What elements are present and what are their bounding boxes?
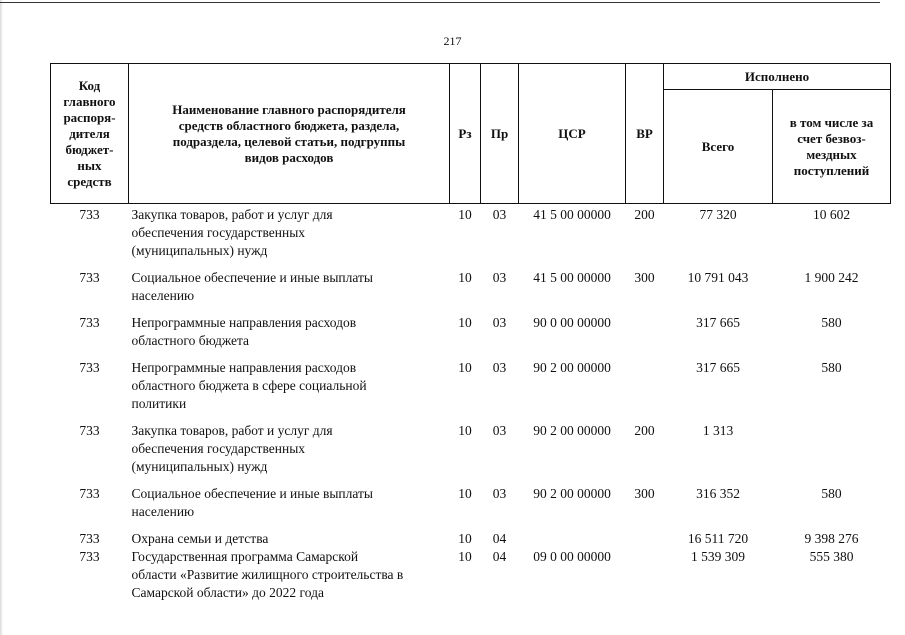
cell-free-receipts: 10 602 — [812, 207, 851, 222]
table-row — [51, 530, 891, 548]
table-row — [51, 269, 891, 314]
cell-csr: 41 5 00 00000 — [533, 207, 611, 222]
cell-total: 16 511 720 — [687, 531, 749, 546]
cell-csr: 90 2 00 00000 — [533, 486, 611, 501]
budget-execution-table — [50, 63, 891, 611]
cell-total: 316 352 — [696, 486, 740, 501]
cell-rz: 10 — [458, 360, 472, 375]
cell-total: 1 313 — [702, 423, 734, 438]
table-row — [51, 204, 891, 270]
cell-code: 733 — [79, 531, 100, 546]
scan-edge-shadow — [0, 0, 3, 635]
cell-name: Государственная программа Самарской области «Развитие жилищного строительства в Самарской области» до 2022 года — [131, 549, 404, 600]
cell-csr: 90 0 00 00000 — [533, 315, 611, 330]
cell-name: Социальное обеспечение и иные выплаты населению — [131, 270, 373, 303]
cell-code: 733 — [79, 207, 100, 222]
header-pr: Пр — [481, 64, 519, 204]
cell-code: 733 — [79, 486, 100, 501]
cell-pr: 04 — [492, 531, 507, 546]
cell-pr: 03 — [492, 360, 507, 375]
cell-name: Непрограммные направления расходов областного бюджета — [131, 315, 357, 348]
cell-pr: 03 — [492, 423, 507, 438]
header-name: Наименование главного распорядителя средств областного бюджета, раздела, подраздела, целевой статьи, подгруппы видов расходов — [129, 64, 450, 204]
cell-vr: 200 — [634, 207, 655, 222]
cell-code: 733 — [79, 423, 100, 438]
table-body — [51, 204, 891, 612]
top-rule — [0, 2, 880, 3]
page-number: 217 — [443, 34, 462, 48]
header-vr: ВР — [626, 64, 664, 204]
cell-pr: 03 — [492, 270, 507, 285]
cell-name: Охрана семьи и детства — [131, 531, 269, 546]
cell-csr: 90 2 00 00000 — [533, 423, 611, 438]
cell-rz: 10 — [458, 423, 472, 438]
cell-vr — [626, 530, 664, 548]
header-csr: ЦСР — [519, 64, 626, 204]
cell-rz: 10 — [458, 270, 472, 285]
table-row — [51, 485, 891, 530]
cell-name: Закупка товаров, работ и услуг для обеспечения государственных (муниципальных) нужд — [131, 423, 333, 474]
cell-pr: 03 — [492, 207, 507, 222]
cell-code: 733 — [79, 360, 100, 375]
cell-code: 733 — [79, 549, 100, 564]
table-row — [51, 422, 891, 485]
cell-free-receipts: 555 380 — [809, 549, 854, 564]
cell-total: 77 320 — [699, 207, 737, 222]
header-code — [51, 64, 129, 204]
cell-rz: 10 — [458, 486, 472, 501]
cell-free-receipts: 1 900 242 — [804, 270, 859, 285]
cell-total: 10 791 043 — [687, 270, 749, 285]
cell-csr: 09 0 00 00000 — [533, 549, 611, 564]
cell-vr: 300 — [634, 270, 655, 285]
table-row — [51, 359, 891, 422]
header-free-receipts: в том числе за счет безвоз- мездных поступлений — [773, 90, 891, 204]
cell-free-receipts: 9 398 276 — [804, 531, 859, 546]
header-total: Всего — [664, 90, 773, 204]
cell-vr: 200 — [634, 423, 655, 438]
table-header — [51, 64, 891, 204]
cell-total: 1 539 309 — [691, 549, 745, 564]
cell-csr: 90 2 00 00000 — [533, 360, 611, 375]
cell-csr: 41 5 00 00000 — [533, 270, 611, 285]
cell-total: 317 665 — [696, 360, 740, 375]
cell-name: Непрограммные направления расходов областного бюджета в сфере социальной политики — [131, 360, 367, 411]
header-rz: Рз — [450, 64, 481, 204]
cell-csr — [519, 530, 626, 548]
cell-code: 733 — [79, 315, 100, 330]
table-row — [51, 548, 891, 611]
cell-name: Социальное обеспечение и иные выплаты населению — [131, 486, 373, 519]
cell-vr — [626, 359, 664, 422]
table-row — [51, 314, 891, 359]
cell-free-receipts: 580 — [821, 486, 842, 501]
cell-rz: 10 — [458, 549, 472, 564]
cell-pr: 03 — [492, 315, 507, 330]
cell-vr — [626, 548, 664, 611]
cell-rz: 10 — [458, 207, 472, 222]
cell-rz: 10 — [458, 531, 472, 546]
cell-rz: 10 — [458, 315, 472, 330]
cell-total: 317 665 — [696, 315, 740, 330]
cell-free-receipts — [773, 422, 891, 485]
cell-pr: 03 — [492, 486, 507, 501]
cell-pr: 04 — [492, 549, 507, 564]
cell-name: Закупка товаров, работ и услуг для обеспечения государственных (муниципальных) нужд — [131, 207, 333, 258]
cell-vr: 300 — [634, 486, 655, 501]
cell-vr — [626, 314, 664, 359]
header-executed: Исполнено — [664, 64, 891, 90]
cell-free-receipts: 580 — [821, 315, 842, 330]
cell-free-receipts: 580 — [821, 360, 842, 375]
cell-code: 733 — [79, 270, 100, 285]
header-code-lines: Код главного распоря- дителя бюджет- ных средств — [63, 77, 116, 189]
